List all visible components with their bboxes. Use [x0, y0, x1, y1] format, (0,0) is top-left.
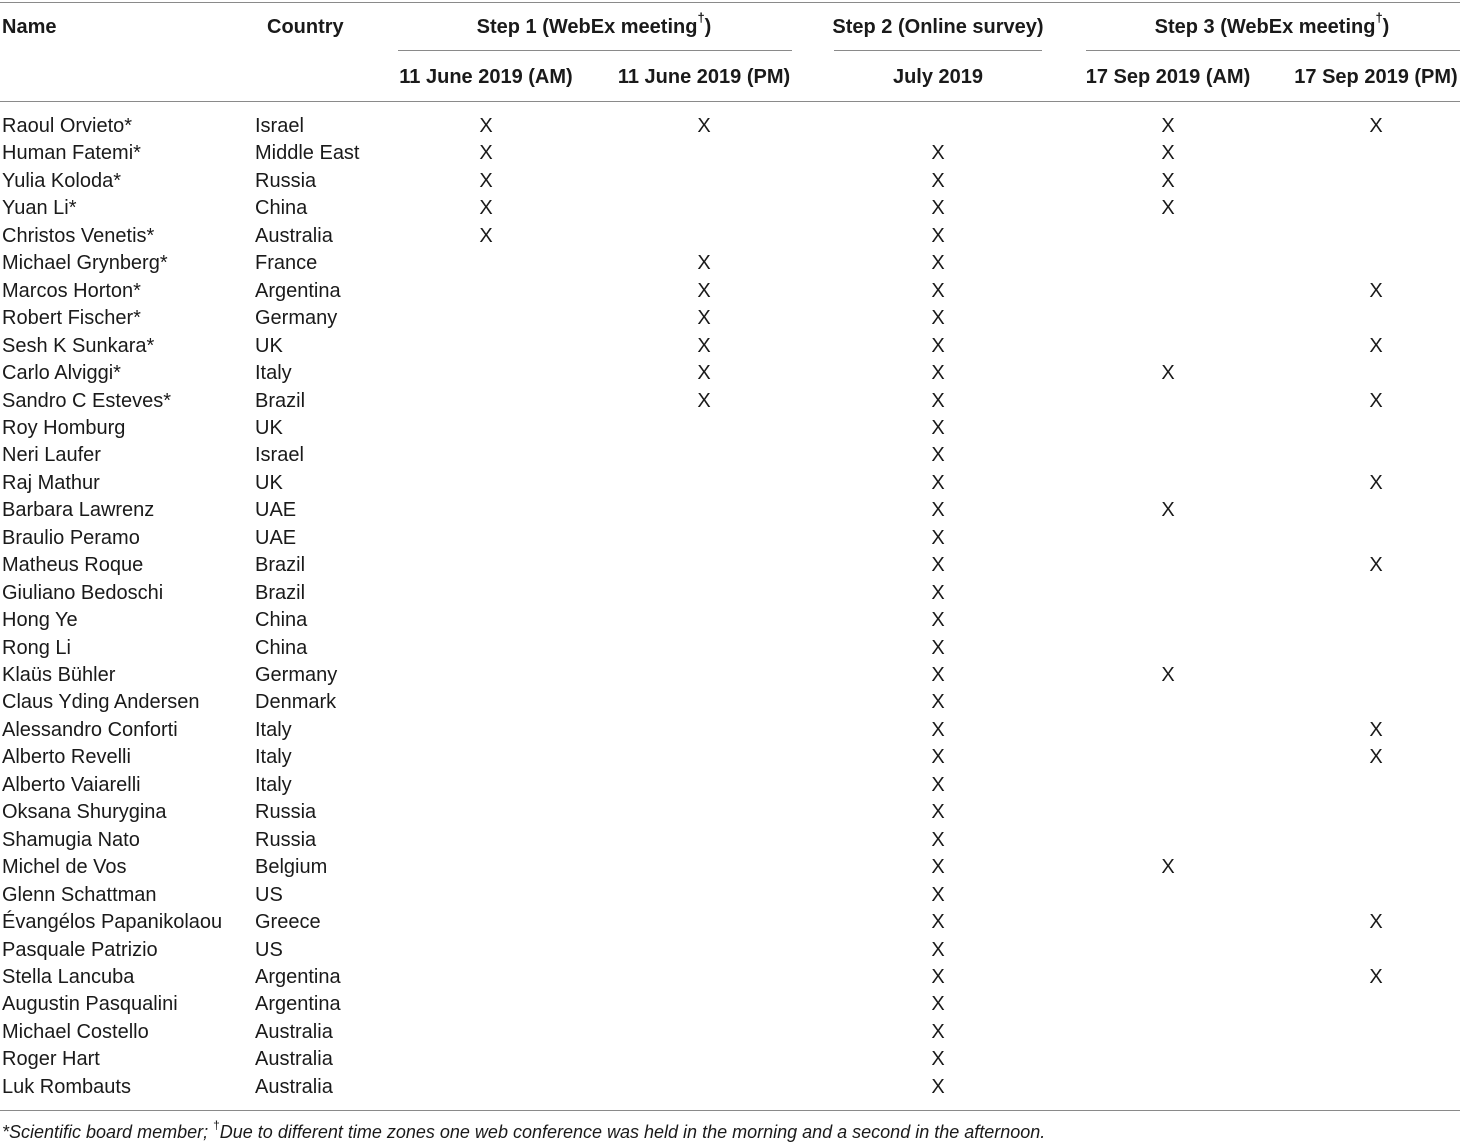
mark-step2: X: [931, 335, 945, 357]
mark-step3-am: X: [1161, 197, 1175, 219]
row-country: Russia: [255, 829, 317, 851]
mark-step1-am: X: [479, 225, 493, 247]
mark-step2: X: [931, 142, 945, 164]
mark-step2: X: [931, 472, 945, 494]
row-country: China: [255, 197, 308, 219]
row-country: UAE: [255, 527, 297, 549]
mark-step2: X: [931, 499, 945, 521]
mark-step2: X: [931, 664, 945, 686]
row-name: Augustin Pasqualini: [2, 993, 178, 1015]
mark-step3-pm: X: [1369, 966, 1383, 988]
mark-step3-pm: X: [1369, 280, 1383, 302]
row-name: Rong Li: [2, 637, 71, 659]
mark-step2: X: [931, 582, 945, 604]
row-name: Marcos Horton*: [2, 280, 141, 302]
row-country: Brazil: [255, 390, 306, 412]
row-country: Australia: [255, 1076, 333, 1098]
row-name: Alberto Revelli: [2, 746, 131, 768]
mark-step2: X: [931, 637, 945, 659]
step3-underline: [1086, 50, 1460, 51]
row-country: US: [255, 884, 283, 906]
mark-step2: X: [931, 225, 945, 247]
row-country: Greece: [255, 911, 321, 933]
row-country: France: [255, 252, 318, 274]
row-name: Hong Ye: [2, 609, 78, 631]
mark-step1-pm: X: [697, 390, 711, 412]
dagger-mark: †: [213, 1118, 220, 1132]
row-name: Luk Rombauts: [2, 1076, 131, 1098]
row-name: Giuliano Bedoschi: [2, 582, 164, 604]
row-name: Raoul Orvieto*: [2, 115, 133, 137]
row-name: Yulia Koloda*: [2, 170, 121, 192]
row-country: UK: [255, 335, 283, 357]
row-name: Michael Grynberg*: [2, 252, 168, 274]
row-name: Alessandro Conforti: [2, 719, 178, 741]
mark-step2: X: [931, 856, 945, 878]
row-name: Oksana Shurygina: [2, 801, 167, 823]
row-country: Australia: [255, 225, 333, 247]
row-name: Klaüs Bühler: [2, 664, 116, 686]
row-name: Carlo Alviggi*: [2, 362, 121, 384]
mark-step3-pm: X: [1369, 719, 1383, 741]
mark-step2: X: [931, 170, 945, 192]
row-name: Glenn Schattman: [2, 884, 157, 906]
row-country: Italy: [255, 774, 292, 796]
mark-step2: X: [931, 609, 945, 631]
mark-step3-am: X: [1161, 170, 1175, 192]
row-name: Braulio Peramo: [2, 527, 140, 549]
mark-step3-am: X: [1161, 856, 1175, 878]
subheader-step1-am: 11 June 2019 (AM): [399, 66, 573, 88]
row-name: Roy Homburg: [2, 417, 126, 439]
row-name: Raj Mathur: [2, 472, 100, 494]
mark-step2: X: [931, 307, 945, 329]
mark-step2: X: [931, 280, 945, 302]
row-country: Australia: [255, 1048, 333, 1070]
row-country: Israel: [255, 115, 304, 137]
row-name: Michael Costello: [2, 1021, 149, 1043]
row-country: Italy: [255, 746, 292, 768]
step2-underline: [834, 50, 1042, 51]
row-country: Australia: [255, 1021, 333, 1043]
mark-step2: X: [931, 884, 945, 906]
row-name: Matheus Roque: [2, 554, 144, 576]
bottom-rule: [0, 1110, 1460, 1111]
row-name: Shamugia Nato: [2, 829, 140, 851]
row-name: Sesh K Sunkara*: [2, 335, 155, 357]
mark-step2: X: [931, 691, 945, 713]
mark-step2: X: [931, 966, 945, 988]
mark-step3-pm: X: [1369, 115, 1383, 137]
mark-step2: X: [931, 197, 945, 219]
mark-step1-am: X: [479, 197, 493, 219]
row-name: Claus Yding Andersen: [2, 691, 200, 713]
row-country: Russia: [255, 801, 317, 823]
row-country: Brazil: [255, 582, 306, 604]
row-country: Argentina: [255, 993, 341, 1015]
mark-step1-am: X: [479, 170, 493, 192]
row-name: Michel de Vos: [2, 856, 127, 878]
row-name: Human Fatemi*: [2, 142, 141, 164]
header-bottom-rule: [0, 101, 1460, 102]
row-country: Middle East: [255, 142, 360, 164]
row-name: Robert Fischer*: [2, 307, 141, 329]
header-step3: Step 3 (WebEx meeting†): [1154, 10, 1390, 38]
row-country: China: [255, 637, 308, 659]
mark-step1-pm: X: [697, 252, 711, 274]
row-country: Russia: [255, 170, 317, 192]
mark-step2: X: [931, 939, 945, 961]
mark-step3-pm: X: [1369, 335, 1383, 357]
subheader-step1-pm: 11 June 2019 (PM): [617, 66, 791, 88]
mark-step2: X: [931, 746, 945, 768]
mark-step1-am: X: [479, 115, 493, 137]
header-name: Name: [2, 16, 57, 38]
row-country: Denmark: [255, 691, 337, 713]
row-country: China: [255, 609, 308, 631]
subheader-step2: July 2019: [892, 66, 984, 88]
mark-step3-pm: X: [1369, 746, 1383, 768]
row-country: Italy: [255, 719, 292, 741]
top-rule: [0, 2, 1460, 3]
step1-underline: [398, 50, 792, 51]
row-name: Stella Lancuba: [2, 966, 135, 988]
mark-step1-pm: X: [697, 362, 711, 384]
mark-step3-am: X: [1161, 664, 1175, 686]
mark-step2: X: [931, 444, 945, 466]
mark-step2: X: [931, 911, 945, 933]
mark-step2: X: [931, 1021, 945, 1043]
mark-step2: X: [931, 1076, 945, 1098]
row-country: Argentina: [255, 966, 341, 988]
mark-step2: X: [931, 252, 945, 274]
mark-step1-pm: X: [697, 280, 711, 302]
mark-step2: X: [931, 801, 945, 823]
mark-step3-pm: X: [1369, 554, 1383, 576]
footnote: *Scientific board member; †Due to different time zones one web conference was held in the morning and a second in the afternoon.: [2, 1118, 1046, 1142]
subheader-step3-pm: 17 Sep 2019 (PM): [1294, 66, 1458, 88]
mark-step2: X: [931, 527, 945, 549]
row-country: Belgium: [255, 856, 328, 878]
row-country: Brazil: [255, 554, 306, 576]
row-country: UAE: [255, 499, 297, 521]
mark-step2: X: [931, 829, 945, 851]
mark-step1-pm: X: [697, 307, 711, 329]
row-name: Yuan Li*: [2, 197, 77, 219]
mark-step3-am: X: [1161, 362, 1175, 384]
mark-step2: X: [931, 390, 945, 412]
row-name: Neri Laufer: [2, 444, 101, 466]
mark-step1-am: X: [479, 142, 493, 164]
subheader-step3-am: 17 Sep 2019 (AM): [1085, 66, 1251, 88]
mark-step2: X: [931, 417, 945, 439]
mark-step2: X: [931, 362, 945, 384]
row-country: US: [255, 939, 283, 961]
header-step2: Step 2 (Online survey): [832, 16, 1044, 38]
row-name: Sandro C Esteves*: [2, 390, 171, 412]
mark-step2: X: [931, 993, 945, 1015]
mark-step2: X: [931, 554, 945, 576]
header-step1: Step 1 (WebEx meeting†): [476, 10, 712, 38]
mark-step1-pm: X: [697, 335, 711, 357]
header-country: Country: [267, 16, 344, 38]
dagger-mark: †: [697, 10, 705, 26]
mark-step1-pm: X: [697, 115, 711, 137]
mark-step3-am: X: [1161, 142, 1175, 164]
mark-step2: X: [931, 1048, 945, 1070]
row-country: Germany: [255, 664, 338, 686]
row-country: Italy: [255, 362, 292, 384]
mark-step2: X: [931, 774, 945, 796]
row-country: Germany: [255, 307, 338, 329]
mark-step3-pm: X: [1369, 472, 1383, 494]
row-name: Roger Hart: [2, 1048, 100, 1070]
row-name: Évangélos Papanikolaou: [2, 911, 223, 933]
row-country: UK: [255, 417, 283, 439]
row-name: Barbara Lawrenz: [2, 499, 155, 521]
mark-step3-am: X: [1161, 115, 1175, 137]
row-country: UK: [255, 472, 283, 494]
mark-step3-pm: X: [1369, 390, 1383, 412]
row-name: Christos Venetis*: [2, 225, 155, 247]
row-name: Pasquale Patrizio: [2, 939, 158, 961]
dagger-mark: †: [1375, 10, 1383, 26]
row-country: Argentina: [255, 280, 341, 302]
mark-step3-pm: X: [1369, 911, 1383, 933]
row-country: Israel: [255, 444, 304, 466]
mark-step3-am: X: [1161, 499, 1175, 521]
mark-step2: X: [931, 719, 945, 741]
row-name: Alberto Vaiarelli: [2, 774, 141, 796]
